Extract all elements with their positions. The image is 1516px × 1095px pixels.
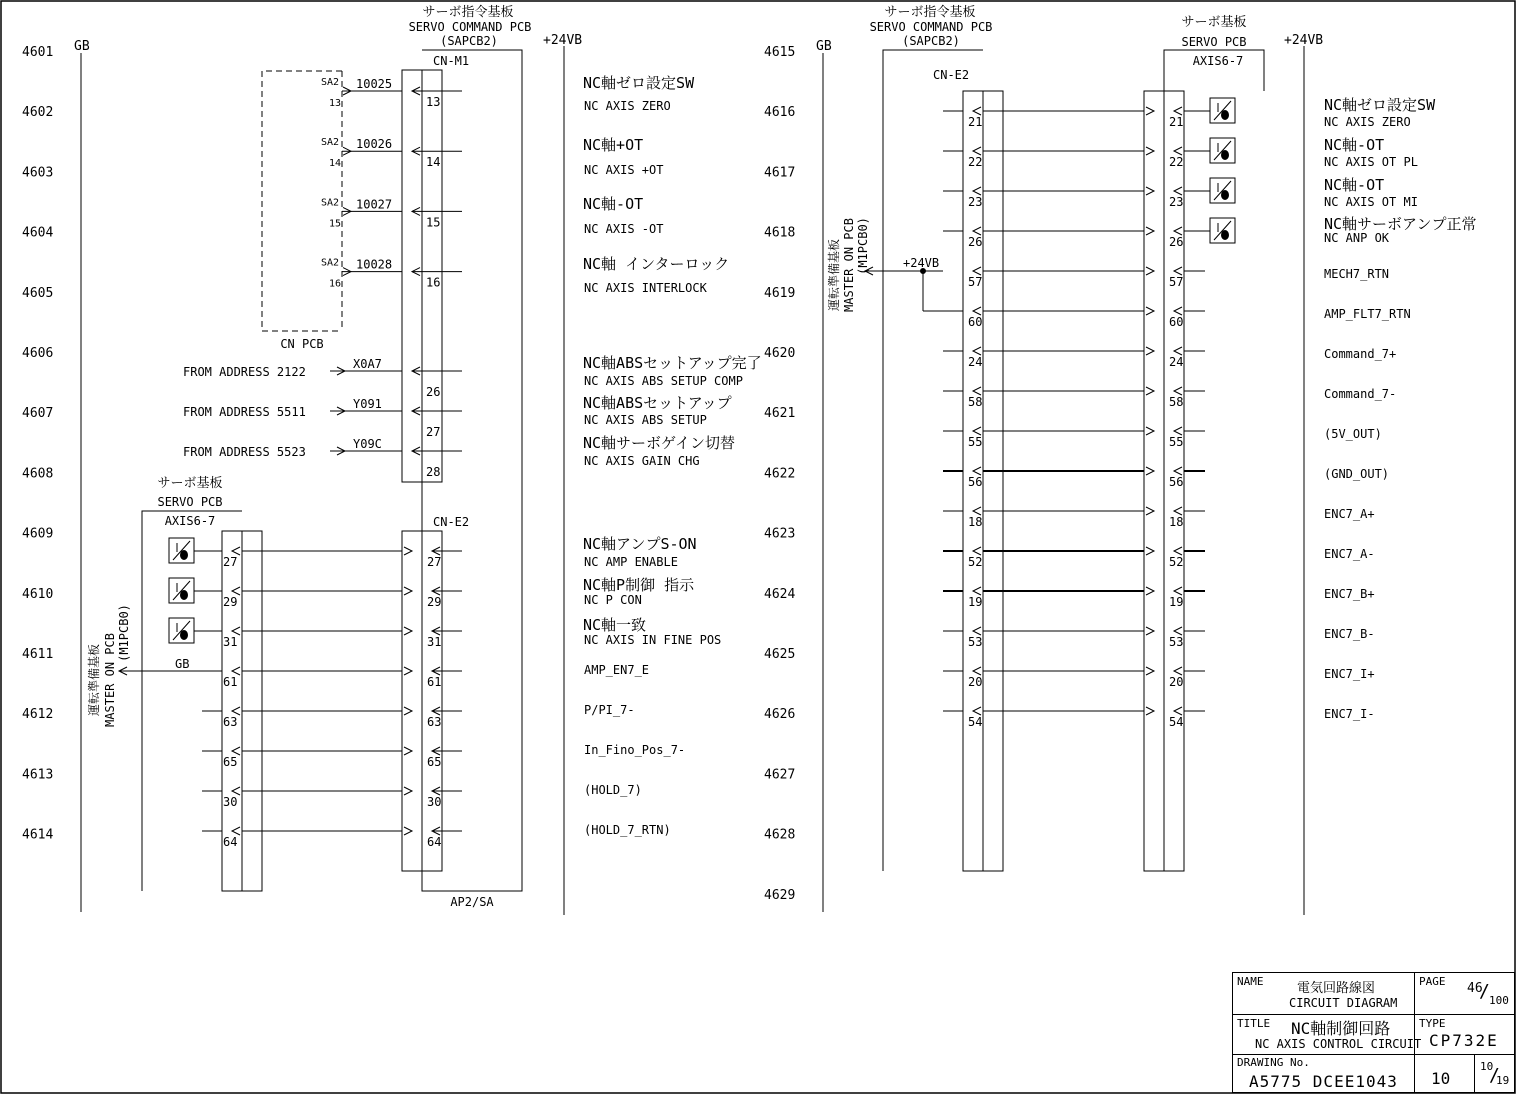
type-label: TYPE	[1419, 1017, 1446, 1030]
pin-number: 22	[1169, 155, 1184, 169]
signal-label-jp: NC軸ABSセットアップ完了	[583, 354, 762, 372]
line-number: 4629	[764, 887, 796, 903]
sheet-fraction-cell	[1475, 1055, 1515, 1093]
io-symbol	[1210, 138, 1235, 163]
pin-number: 27	[223, 555, 238, 569]
line-number: 4618	[764, 225, 796, 241]
sa2-tag: SA2	[321, 77, 340, 88]
pin-number: 63	[427, 715, 442, 729]
line-number: 4610	[22, 586, 54, 602]
pin-number: 58	[968, 395, 983, 409]
line-number: 4606	[22, 346, 54, 361]
line-number: 4628	[764, 827, 796, 843]
pin-number: 27	[426, 425, 441, 439]
pin-number: 19	[1169, 595, 1184, 609]
master-pcb-title-jp: 運転準備基板	[87, 643, 101, 717]
page-cell	[1415, 973, 1515, 1015]
servo-pcb-title-jp: サーボ基板	[157, 476, 223, 491]
left-servo-rows	[119, 538, 462, 849]
signal-label-en: ENC7_B+	[1324, 587, 1375, 601]
pin-number: 54	[968, 715, 983, 729]
drawing-cell	[1233, 1055, 1415, 1093]
pin-number: 23	[968, 195, 983, 209]
pin-number: 64	[223, 835, 238, 849]
signal-label-en: P/PI_7-	[584, 703, 635, 717]
signal-label-en: Command_7-	[1324, 387, 1397, 401]
sa2-tag: SA2	[321, 197, 340, 209]
servo-pcb-title-en: SERVO PCB	[157, 495, 223, 509]
signal-label-en: NC AXIS +OT	[584, 163, 664, 177]
name-en: CIRCUIT DIAGRAM	[1289, 996, 1398, 1010]
address-label: 10026	[356, 137, 393, 152]
line-number: 4604	[22, 225, 54, 241]
line-number: 4613	[22, 767, 54, 783]
name-cell	[1233, 973, 1415, 1015]
signal-label-en: (GND_OUT)	[1324, 467, 1390, 481]
io-symbol	[169, 618, 194, 643]
line-number: 4619	[764, 285, 796, 301]
servo-pcb-title-jp-right: サーボ基板	[1181, 15, 1247, 30]
sheet-fraction-den: 19	[1496, 1074, 1510, 1087]
pin-number: 26	[426, 385, 441, 399]
master-pcb-title-en-right: MASTER ON PCB	[842, 218, 856, 312]
pin-number: 15	[426, 215, 441, 230]
pin-number: 19	[968, 595, 983, 609]
signal-label-en: NC AXIS ZERO	[1324, 115, 1411, 129]
page-slash: /	[1479, 981, 1490, 1002]
from-address-label: FROM ADDRESS 2122	[183, 365, 306, 379]
signal-label-en: NC AXIS OT PL	[1324, 155, 1418, 169]
line-number: 4615	[764, 45, 796, 60]
title-block	[1232, 972, 1515, 1093]
line-number: 4603	[22, 165, 54, 181]
sa2-pin: 14	[329, 158, 342, 170]
line-number: 4621	[764, 406, 796, 422]
gb-rail-label-right: GB	[816, 39, 832, 54]
sheet-fraction-num: 10	[1480, 1060, 1494, 1073]
pin-number: 56	[1169, 475, 1184, 489]
master-pcb-title-jp-right: 運転準備基板	[827, 238, 841, 312]
sa2-pin: 15	[329, 218, 342, 230]
pin-number: 26	[1169, 235, 1184, 249]
line-number: 4616	[764, 105, 796, 121]
cn-pcb-label: CN PCB	[280, 337, 324, 351]
right-connector-rows	[943, 98, 1235, 729]
pin-number: 53	[968, 635, 983, 649]
signal-label-en: MECH7_RTN	[1324, 267, 1390, 281]
signal-label-en: NC AXIS IN FINE POS	[584, 633, 722, 647]
signal-label-en: Command_7+	[1324, 347, 1397, 361]
sheet-number: 10	[1431, 1069, 1451, 1088]
connector-cn-e2-label-right: CN-E2	[933, 68, 970, 82]
line-number: 4602	[22, 105, 54, 121]
signal-label-en: In_Fino_Pos_7-	[584, 743, 686, 757]
pin-number: 14	[426, 155, 441, 170]
pin-number: 21	[968, 115, 983, 129]
servo-pcb-title-en-right: SERVO PCB	[1181, 35, 1247, 49]
line-number: 4607	[22, 406, 54, 422]
signal-label-jp: NC軸-OT	[583, 195, 644, 213]
pin-number: 63	[223, 715, 238, 729]
address-label: Y09C	[353, 437, 382, 451]
pin-number: 65	[223, 755, 238, 769]
pin-number: 55	[1169, 435, 1184, 449]
io-symbol	[169, 538, 194, 563]
signal-label-en: ENC7_I+	[1324, 667, 1375, 681]
signal-label-jp: NC軸サーボアンプ正常	[1324, 215, 1477, 233]
pin-number: 13	[426, 95, 441, 109]
pin-number: 65	[427, 755, 442, 769]
gb-arrow-label: GB	[175, 657, 190, 671]
signal-label-en: NC AXIS GAIN CHG	[584, 454, 700, 468]
supply-rail-label-right: +24VB	[1284, 33, 1324, 48]
ap2-label: AP2/SA	[450, 895, 494, 909]
pin-number: 27	[427, 555, 442, 569]
pin-number: 57	[1169, 275, 1184, 289]
signal-label-en: NC AMP ENABLE	[584, 555, 678, 569]
pin-number: 16	[426, 275, 441, 290]
title-en: NC AXIS CONTROL CIRCUIT	[1255, 1037, 1422, 1051]
from-address-label: FROM ADDRESS 5511	[183, 405, 306, 419]
signal-label-jp: NC軸ABSセットアップ	[583, 394, 732, 412]
pin-number: 52	[1169, 555, 1184, 569]
gb-rail-label: GB	[74, 39, 90, 54]
pin-number: 29	[427, 595, 442, 609]
signal-label-jp: NC軸-OT	[1324, 176, 1385, 194]
signal-label-jp: NC軸P制御 指示	[583, 576, 695, 594]
signal-label-en: NC AXIS -OT	[584, 222, 664, 236]
sa2-tag: SA2	[321, 257, 340, 269]
pin-number: 58	[1169, 395, 1184, 409]
pin-number: 24	[1169, 355, 1184, 369]
line-number: 4623	[764, 526, 796, 542]
name-jp: 電気回路線図	[1297, 981, 1376, 996]
sa2-pin: 16	[329, 278, 342, 290]
pin-number: 53	[1169, 635, 1184, 649]
line-number: 4612	[22, 707, 54, 723]
signal-label-jp: NC軸ゼロ設定SW	[1324, 96, 1436, 114]
pin-number: 18	[1169, 515, 1184, 529]
pcb-code-right: (SAPCB2)	[902, 34, 960, 48]
pin-number: 60	[968, 315, 983, 329]
address-label: 10027	[356, 197, 393, 212]
signal-label-jp: NC軸+OT	[583, 136, 644, 154]
io-symbol	[1210, 218, 1235, 243]
connector-cn-m1-label: CN-M1	[433, 54, 470, 68]
signal-label-en: NC AXIS ABS SETUP COMP	[584, 374, 743, 388]
pin-number: 54	[1169, 715, 1184, 729]
address-label: 10025	[356, 77, 393, 91]
signal-label-jp: NC軸サーボゲイン切替	[583, 434, 736, 452]
name-label: NAME	[1237, 975, 1264, 988]
line-number: 4611	[22, 647, 54, 662]
line-number: 4605	[22, 285, 54, 301]
line-number: 4622	[764, 466, 796, 482]
from-address-label: FROM ADDRESS 5523	[183, 445, 306, 459]
pcb-title-jp: サーボ指令基板	[422, 5, 514, 20]
signal-label-en: NC P CON	[584, 593, 642, 607]
signal-label-en: NC AXIS ZERO	[584, 99, 671, 113]
pin-number: 29	[223, 595, 238, 609]
io-symbol	[169, 578, 194, 603]
signal-label-en: ENC7_B-	[1324, 627, 1375, 641]
page-label: PAGE	[1419, 975, 1446, 988]
connector-cn-e2-label: CN-E2	[433, 515, 470, 529]
pin-number: 64	[427, 835, 442, 849]
line-number: 4609	[22, 526, 54, 542]
master-pcb-code: (M1PCB0)	[117, 604, 131, 662]
pcb-title-en-right: SERVO COMMAND PCB	[869, 20, 993, 34]
line-number: 4626	[764, 707, 796, 723]
pcb-title-jp-right: サーボ指令基板	[884, 5, 976, 20]
line-number: 4614	[22, 827, 54, 843]
right-line-numbers	[764, 45, 795, 903]
pin-number: 28	[426, 465, 441, 479]
pin-number: 22	[968, 155, 983, 169]
address-label: X0A7	[353, 357, 382, 371]
supply-node-label: +24VB	[903, 256, 940, 270]
signal-label-jp: NC軸 インターロック	[583, 255, 730, 273]
title-jp: NC軸制御回路	[1291, 1019, 1391, 1038]
sheet-cell	[1415, 1055, 1475, 1093]
master-pcb-title-en: MASTER ON PCB	[103, 633, 117, 727]
type-value: CP732E	[1429, 1031, 1499, 1050]
signal-label-en: NC AXIS ABS SETUP	[584, 413, 707, 427]
signal-label-en: (5V_OUT)	[1324, 427, 1382, 441]
signal-label-en: (HOLD_7)	[584, 783, 642, 797]
pin-number: 30	[427, 795, 442, 809]
line-number: 4620	[764, 346, 796, 361]
signal-label-en: ENC7_I-	[1324, 707, 1375, 721]
line-number: 4624	[764, 586, 796, 602]
pcb-code: (SAPCB2)	[440, 34, 498, 48]
pin-number: 57	[968, 275, 983, 289]
title-cell	[1233, 1015, 1422, 1055]
line-number: 4601	[22, 45, 54, 60]
io-symbol	[1210, 98, 1235, 123]
pin-number: 24	[968, 355, 983, 369]
pin-number: 55	[968, 435, 983, 449]
sa2-pin: 13	[329, 98, 342, 109]
pin-number: 30	[223, 795, 238, 809]
signal-label-en: AMP_FLT7_RTN	[1324, 307, 1411, 321]
pin-number: 20	[968, 675, 983, 689]
pin-number: 21	[1169, 115, 1184, 129]
signal-label-en: ENC7_A-	[1324, 547, 1375, 561]
page-total: 100	[1489, 994, 1509, 1007]
signal-label-en: NC AXIS OT MI	[1324, 195, 1418, 209]
left-line-numbers	[22, 45, 53, 843]
pin-number: 18	[968, 515, 983, 529]
address-label: Y091	[353, 397, 382, 411]
drawing-number: A5775 DCEE1043	[1249, 1072, 1398, 1091]
pin-number: 61	[223, 675, 238, 689]
pin-number: 60	[1169, 315, 1184, 329]
sa2-tag: SA2	[321, 137, 340, 149]
signal-label-en: AMP_EN7_E	[584, 663, 650, 677]
signal-label-jp: NC軸一致	[583, 616, 647, 634]
signal-label-jp: NC軸ゼロ設定SW	[583, 74, 695, 92]
pin-number: 31	[223, 635, 238, 649]
pin-number: 26	[968, 235, 983, 249]
io-symbol	[1210, 178, 1235, 203]
drawing-label: DRAWING No.	[1237, 1056, 1310, 1069]
page-number: 46	[1467, 981, 1483, 996]
supply-rail-label: +24VB	[543, 33, 583, 48]
signal-label-en: (HOLD_7_RTN)	[584, 823, 671, 837]
left-signal-labels	[583, 74, 762, 837]
pin-number: 20	[1169, 675, 1184, 689]
title-label: TITLE	[1237, 1017, 1271, 1030]
pcb-title-en: SERVO COMMAND PCB	[408, 20, 532, 34]
pin-number: 56	[968, 475, 983, 489]
line-number: 4625	[764, 647, 796, 662]
pin-number: 31	[427, 635, 442, 649]
signal-label-en: NC AXIS INTERLOCK	[584, 281, 707, 295]
signal-label-jp: NC軸アンプS-ON	[583, 535, 697, 553]
line-number: 4617	[764, 165, 796, 181]
signal-label-en: NC ANP OK	[1324, 231, 1390, 245]
address-label: 10028	[356, 257, 393, 272]
servo-axis-label-right: AXIS6-7	[1192, 54, 1244, 68]
servo-axis-label: AXIS6-7	[164, 514, 216, 528]
right-signal-labels	[1324, 96, 1476, 721]
signal-label-jp: NC軸-OT	[1324, 136, 1385, 154]
type-cell	[1415, 1015, 1515, 1055]
master-pcb-code-right: (M1PCB0)	[856, 217, 870, 275]
sheet-fraction-slash: /	[1489, 1065, 1500, 1086]
left-address-rows	[183, 357, 462, 479]
line-number: 4627	[764, 767, 796, 783]
signal-label-en: ENC7_A+	[1324, 507, 1375, 521]
pin-number: 52	[968, 555, 983, 569]
sheet-border	[1, 1, 1515, 1093]
pin-number: 23	[1169, 195, 1184, 209]
pin-number: 61	[427, 675, 442, 689]
right-circuit	[816, 4, 1323, 915]
line-number: 4608	[22, 466, 54, 482]
